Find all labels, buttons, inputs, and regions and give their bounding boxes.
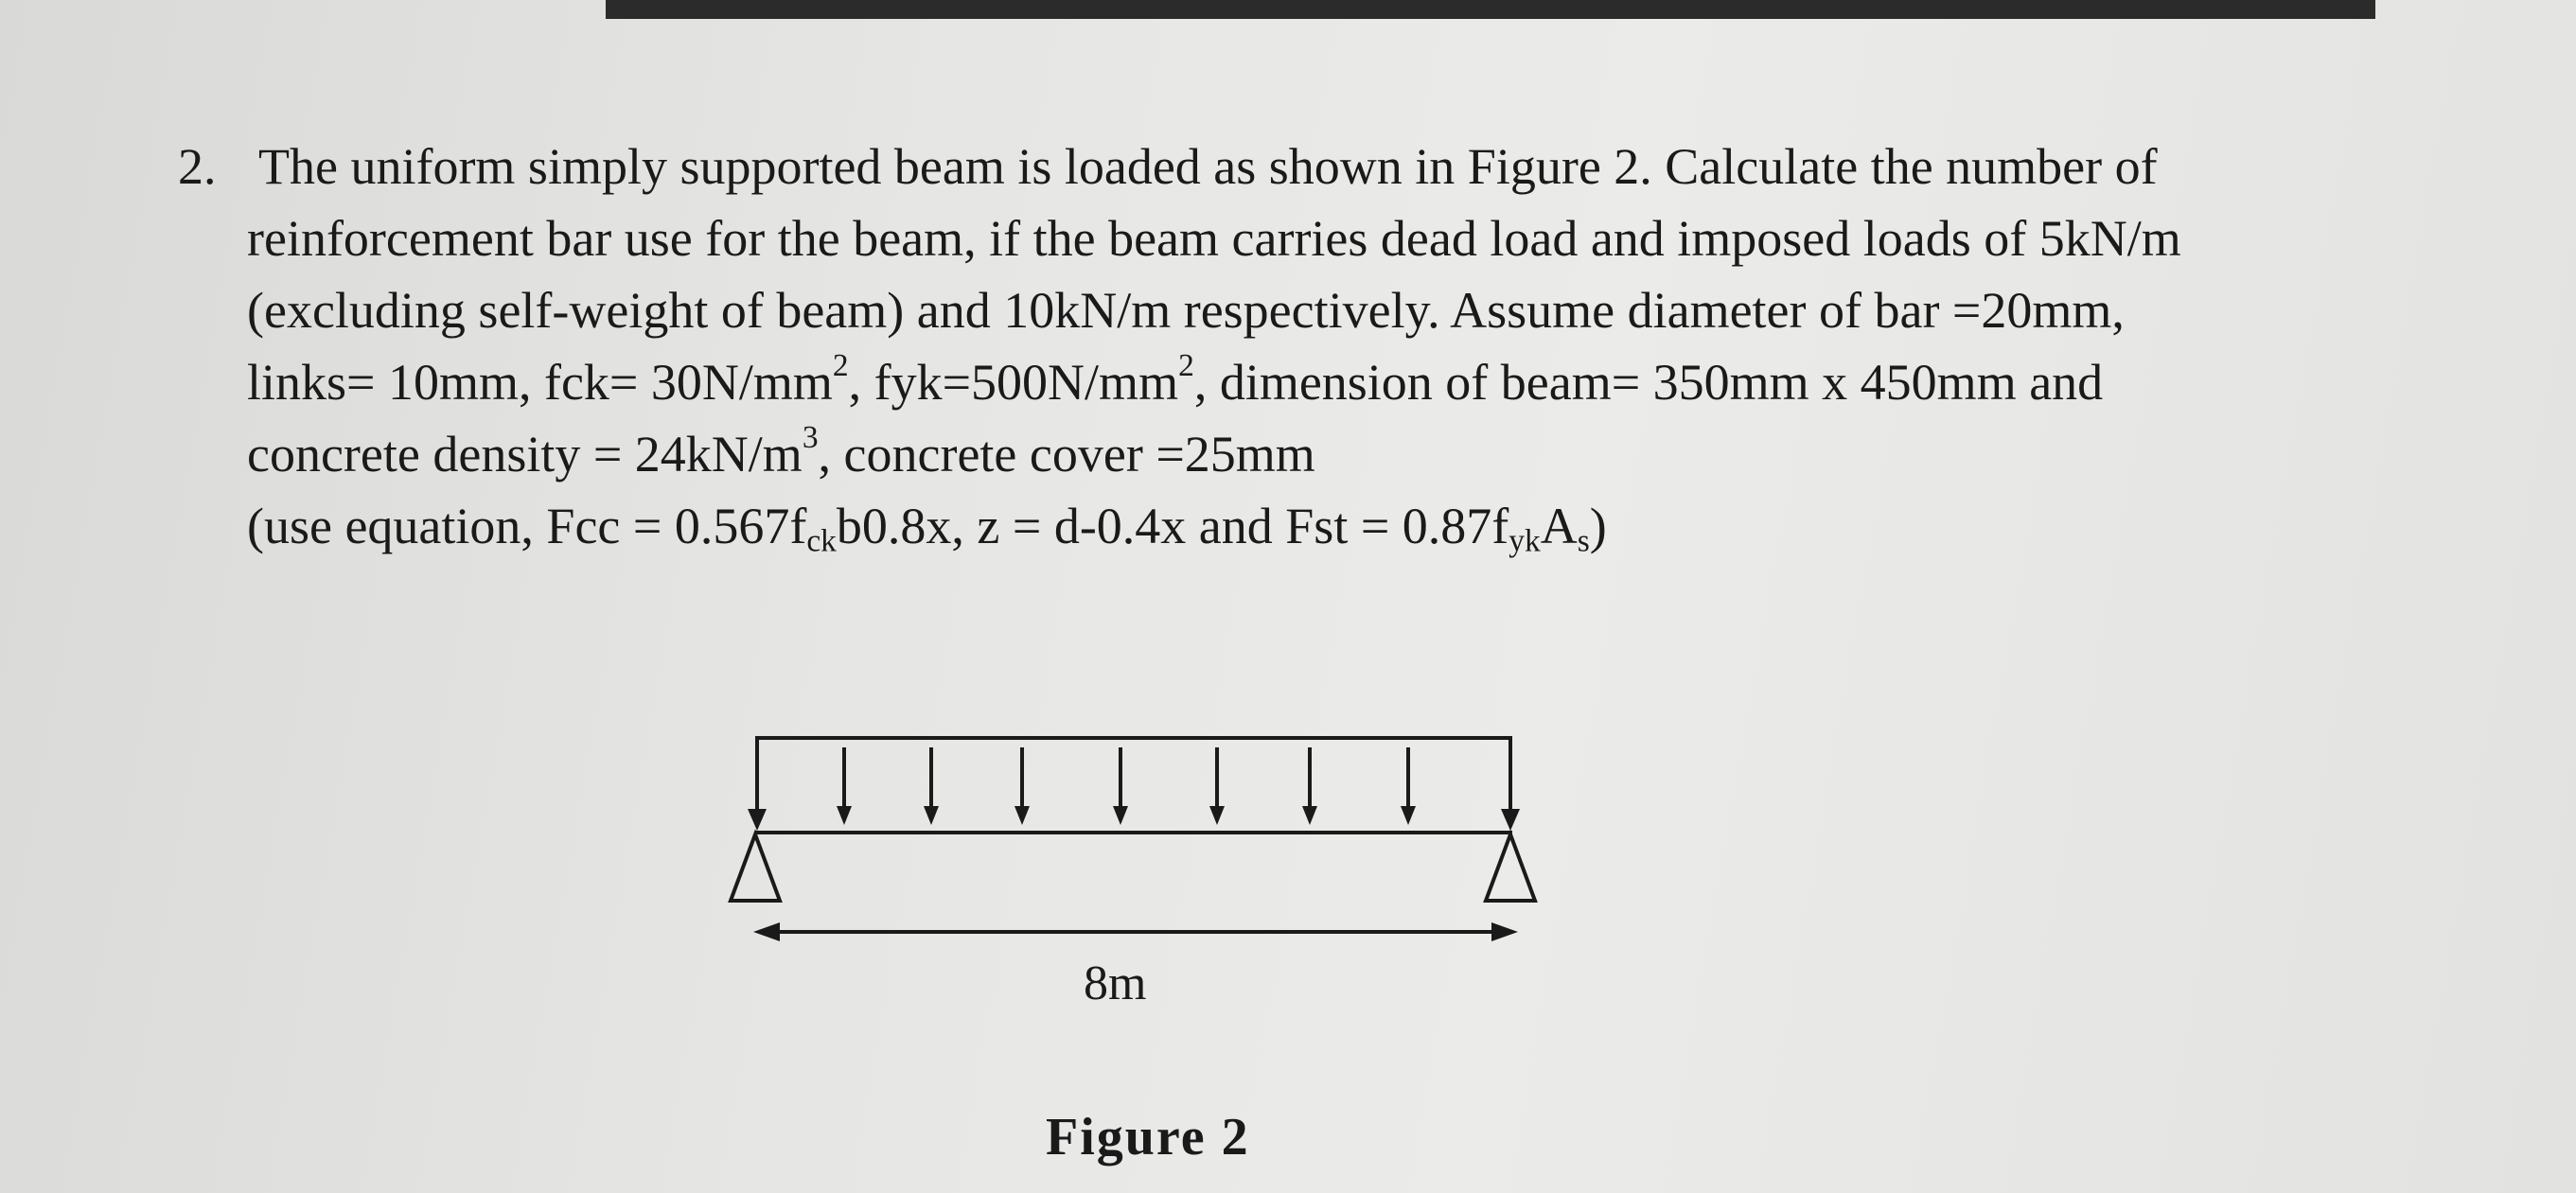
concrete-cover-text: , concrete cover =25mm xyxy=(818,426,1315,482)
question-text xyxy=(247,131,2397,562)
question-line-3: (excluding self-weight of beam) and 10kN/m respectively. Assume diameter of bar =20mm, xyxy=(247,282,2125,339)
udl-arrows xyxy=(748,738,1520,831)
right-pin-support xyxy=(1486,834,1535,901)
question-number: 2. xyxy=(178,138,217,195)
fck-unit-exponent: 2 xyxy=(832,347,849,383)
question-line-6 xyxy=(247,490,2397,562)
s-subscript: s xyxy=(1577,523,1590,559)
concrete-density-text: concrete density = 24kN/m xyxy=(247,426,803,482)
question-line-5 xyxy=(247,418,2397,490)
fyk-text: , fyk=500N/mm xyxy=(848,354,1179,411)
fyk-unit-exponent: 2 xyxy=(1178,347,1194,383)
beam-dimension-text: , dimension of beam= 350mm x 450mm and xyxy=(1193,354,2104,411)
question-line-2: reinforcement bar use for the beam, if the beam carries dead load and imposed loads of 5kN/m xyxy=(247,210,2181,267)
span-length-label: 8m xyxy=(1084,956,1147,1010)
z-fst-equation-text: b0.8x, z = d-0.4x and Fst = 0.87f xyxy=(836,498,1509,554)
page-top-edge xyxy=(606,0,2375,19)
beam-diagram xyxy=(700,719,1552,965)
links-fck-text: links= 10mm, fck= 30N/mm xyxy=(247,354,833,411)
udl-load xyxy=(748,738,1520,833)
density-unit-exponent: 3 xyxy=(802,419,819,455)
yk-subscript: yk xyxy=(1509,523,1541,559)
area-symbol: A xyxy=(1540,498,1578,554)
closing-paren: ) xyxy=(1589,498,1607,554)
fcc-equation-text: (use equation, Fcc = 0.567f xyxy=(247,498,807,554)
span-dimension-arrow xyxy=(753,922,1518,941)
left-pin-support xyxy=(731,834,780,901)
question-line-4 xyxy=(247,346,2397,418)
ck-subscript: ck xyxy=(806,523,837,559)
figure-caption: Figure 2 xyxy=(1046,1108,1250,1167)
question-line-1: The uniform simply supported beam is loaded as shown in Figure 2. Calculate the number of xyxy=(258,138,2158,195)
